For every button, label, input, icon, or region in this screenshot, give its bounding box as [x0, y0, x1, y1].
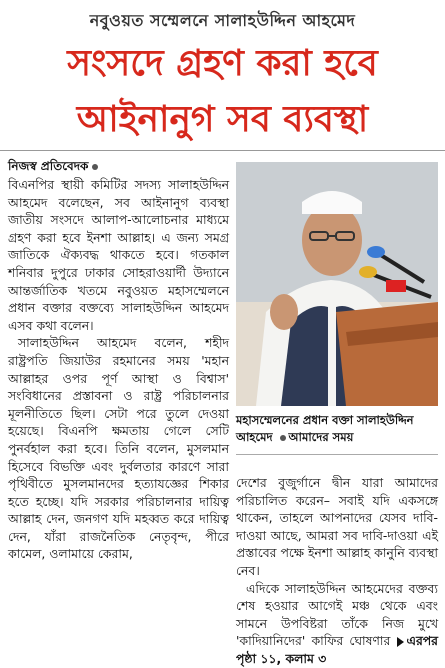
- caption-text: মহাসম্মেলনের প্রধান বক্তা সালাহউদ্দিন আহমেদ: [236, 413, 414, 444]
- speaker-photo-illustration: [236, 162, 438, 406]
- paragraph: [236, 580, 438, 668]
- right-column: [236, 474, 438, 668]
- paragraph: সালাহউদ্দিন আহমেদ বলেন, শহীদ রাষ্ট্রপতি জিয়াউর রহমানের সময় 'মহান আল্লাহর ওপর পূর্ণ আস্থা ও বিশ্বাস' সংবিধানের প্রস্তাবনা ও রাষ্ট্র পরিচালনার মূলনীতিতে ছিল। সেটা পরে তুলে দেওয়া হয়েছে। বিএনপি ক্ষমতায় গেলে সেটি পুনর্বহাল করা হবে। তিনি বলেন, মুসলমান হিসেবে বিভক্তি এবং দুর্বলতার কারণে সারা পৃথিবীতে মুসলমানদের হত্যাযজ্ঞের শিকার হতে হচ্ছে। যদি সরকার পরিচালনার দায়িত্ব আল্লাহ দেন, জনগণ যদি মহব্বত করে দায়িত্ব দেন, যাঁরা রাজনৈতিক নেতৃবৃন্দ, পীরে কামেল, ওলামায়ে কেরাম,: [8, 335, 229, 562]
- kicker-line: নবুওয়ত সম্মেলনে সালাহউদ্দিন আহমেদ: [89, 11, 356, 30]
- headline-line-2: আইনানুগ সব ব্যবস্থা: [76, 99, 369, 140]
- headline-line-1: সংসদে গ্রহণ করা হবে: [67, 43, 378, 84]
- bullet-icon: [92, 164, 98, 170]
- paragraph-text: এদিকে সালাহউদ্দিন আহমেদের বক্তব্য শেষ হওয়ার আগেই মঞ্চ থেকে এবং সামনে উপবিষ্টরা তাঁকে নিজ মুখে 'কাদিয়ানিদের' কাফির ঘোষণার: [236, 580, 438, 649]
- photo-caption: [236, 412, 438, 446]
- headline-divider: [0, 150, 445, 151]
- news-photo: [236, 162, 438, 406]
- left-column: [8, 176, 229, 563]
- caption-divider: [236, 454, 438, 455]
- byline-text: নিজস্ব প্রতিবেদক: [8, 159, 89, 173]
- continued-note[interactable]: এরপর পৃষ্ঠা ১১, কলাম ৩: [236, 633, 438, 666]
- byline: [8, 158, 98, 178]
- photo-credit: আমাদের সময়: [288, 430, 354, 444]
- paragraph: বিএনপির স্থায়ী কমিটির সদস্য সালাহউদ্দিন আহমেদ বলেছেন, সব আইনানুগ ব্যবস্থা জাতীয় সংসদে আলাপ-আলোচনার মাধ্যমে গ্রহণ করা হবে ইনশা আল্লাহ। এ জন্য সমগ্র জাতিকে ঐক্যবদ্ধ থাকতে হবে। গতকাল শনিবার দুপুরে ঢাকার সোহরাওয়ার্দী উদ্যানে আন্তর্জাতিক খতমে নবুওয়ত মহাসম্মেলনে প্রধান বক্তার বক্তব্যে সালাহউদ্দিন আহমেদ এসব কথা বলেন।: [8, 177, 229, 333]
- paragraph: দেশের বুজুর্গানে দ্বীন যারা আমাদের পরিচালিত করেন– সবাই যদি একসঙ্গে থাকেন, তাহলে আপনাদের যেসব দাবি-দাওয়া আছে, আমরা সব দাবি-দাওয়া এই প্রস্তাবের পক্ষে ইনশা আল্লাহ কানুনি ব্যবস্থা নেব।: [236, 475, 438, 578]
- bullet-icon: [280, 435, 286, 441]
- arrow-icon: [397, 637, 404, 647]
